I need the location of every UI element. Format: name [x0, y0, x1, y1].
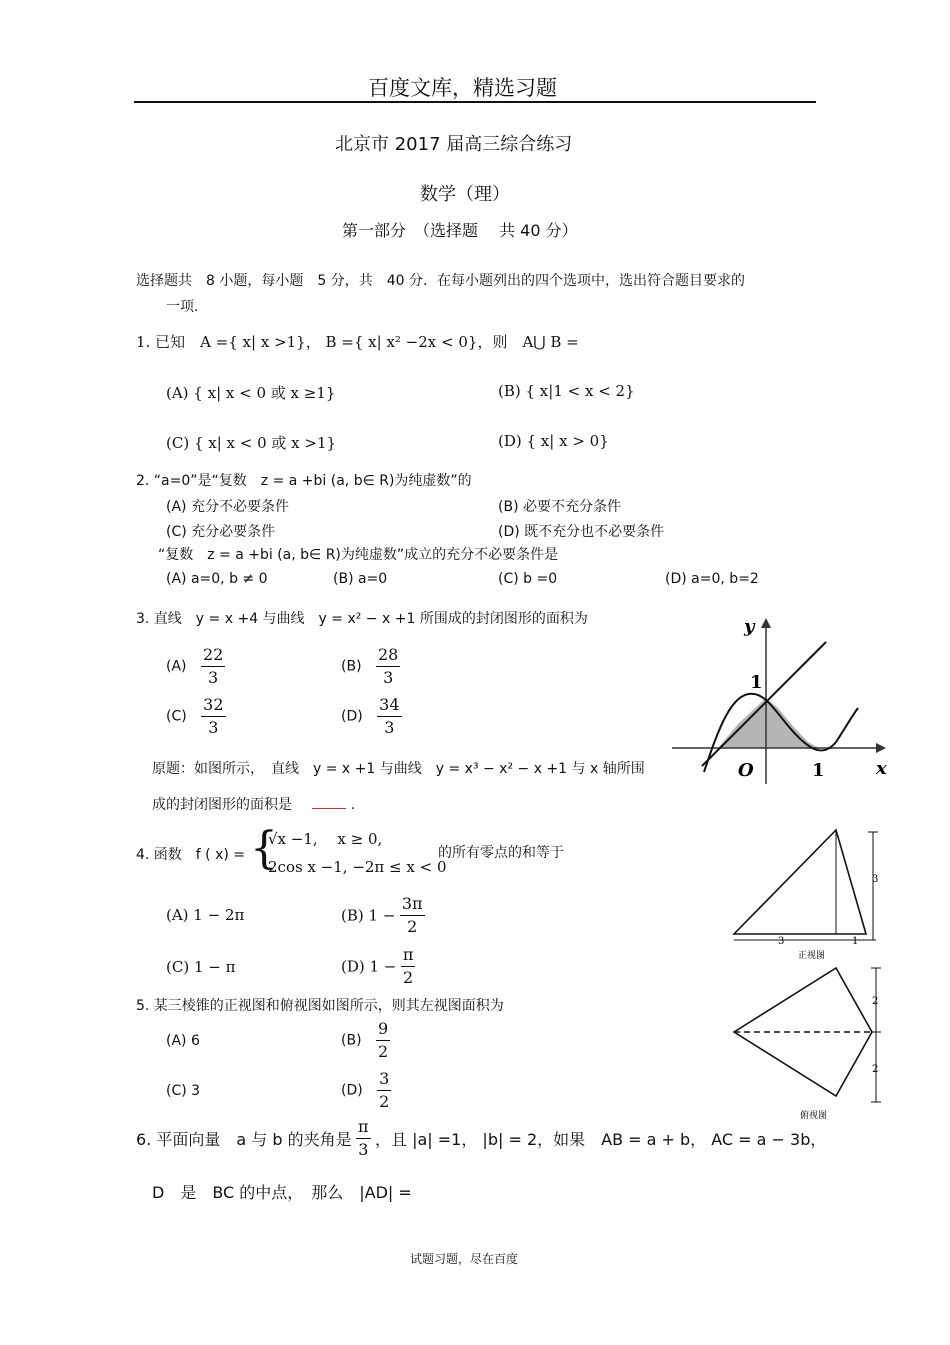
q6-line2: D 是 BC 的中点， 那么 |AD| =	[152, 1183, 412, 1202]
q5-option-d-fraction	[377, 1068, 391, 1113]
q4-prefix: 4. 函数 f ( x) =	[136, 847, 246, 863]
q3-option-b-label: (B)	[341, 658, 362, 675]
top-view-dim-lower: 2	[872, 1064, 879, 1075]
q2-extra: “复数 z = a +bi (a, b∈ R)为纯虚数”成立的充分不必要条件是	[158, 547, 559, 563]
q1-stem: 1. 已知 A ={ x| x >1}， B ={ x| x² −2x < 0}，则 A⋃ B =	[136, 333, 579, 351]
q3-b-num: 28	[376, 644, 400, 667]
instructions-line2: 一项.	[166, 299, 199, 315]
q5-option-a: (A) 6	[166, 1033, 200, 1049]
front-view-figure	[722, 822, 892, 964]
graph-x-one: 1	[812, 760, 825, 781]
instructions-line1: 选择题共 8 小题，每小题 5 分，共 40 分．在每小题列出的四个选项中，选出符合题目要求的	[136, 273, 745, 289]
q5-b-num: 9	[376, 1018, 390, 1041]
q1-option-a: (A) { x| x < 0 或 x ≥1}	[166, 384, 336, 402]
q3-option-b-fraction	[376, 644, 400, 689]
q2-option-c: (C) 充分必要条件	[166, 524, 276, 540]
q3-original-line2	[152, 794, 355, 814]
q2-stem: 2. “a=0”是“复数 z = a +bi (a, b∈ R)为纯虚数”的	[136, 473, 472, 489]
q3-d-num: 34	[377, 694, 401, 717]
area-graph-figure	[668, 612, 894, 788]
q5-b-den: 2	[377, 1042, 389, 1061]
q4-b-den: 2	[407, 917, 418, 936]
q6-text-b: ，且 |a| =1， |b| = 2，如果 AB = a + b， AC = a − 3b，	[375, 1130, 827, 1149]
q3-original-text: 成的封闭图形的面积是	[152, 797, 292, 813]
graph-origin: O	[738, 760, 754, 781]
q5-d-num: 3	[377, 1068, 391, 1091]
q3-option-c-fraction	[201, 694, 225, 739]
q3-option-a-fraction	[201, 644, 225, 689]
q6-angle-num: π	[356, 1116, 371, 1139]
q2-option-d: (D) 既不充分也不必要条件	[498, 524, 665, 540]
q4-option-d-label: (D) 1 −	[341, 957, 397, 976]
q6-line1	[136, 1116, 826, 1161]
doc-part: 第一部分 （选择题 共 40 分）	[342, 221, 578, 240]
q4-option-c: (C) 1 − π	[166, 958, 236, 976]
q4-case1: √x −1, x ≥ 0,	[268, 830, 383, 848]
q4-brace: {	[250, 823, 278, 874]
q4-option-b-fraction	[400, 893, 425, 938]
q3-option-d	[341, 694, 402, 739]
header-rule	[134, 101, 816, 103]
q3-d-den: 3	[384, 718, 395, 737]
doc-title: 北京市 2017 届高三综合练习	[335, 134, 573, 155]
graph-x-label: x	[876, 758, 887, 779]
q3-original-line1: 原题：如图所示， 直线 y = x +1 与曲线 y = x³ − x² − x +1 与 x 轴所围	[152, 761, 645, 777]
top-view-dim-upper: 2	[872, 996, 879, 1007]
q4-option-d	[341, 944, 415, 989]
q4-d-den: 2	[403, 968, 414, 987]
q3-stem: 3. 直线 y = x +4 与曲线 y = x² − x +1 所围成的封闭图形的面积为	[136, 611, 588, 627]
q6-angle-fraction	[356, 1116, 371, 1161]
q5-option-c: (C) 3	[166, 1083, 201, 1099]
graph-y-one: 1	[750, 672, 763, 693]
header-title: 百度文库，精选习题	[368, 76, 557, 100]
q3-a-num: 22	[201, 644, 225, 667]
q5-option-d-label: (D)	[341, 1082, 363, 1099]
q2-extra-d: (D) a=0, b=2	[665, 571, 759, 587]
q3-c-den: 3	[208, 718, 219, 737]
q1-option-d: (D) { x| x > 0}	[498, 432, 609, 450]
q2-option-a: (A) 充分不必要条件	[166, 499, 289, 515]
front-view-triangle	[734, 830, 866, 934]
q3-option-d-fraction	[377, 694, 401, 739]
q4-d-num: π	[401, 944, 416, 967]
front-view-caption: 正视图	[798, 951, 826, 961]
q3-c-num: 32	[201, 694, 225, 717]
q3-option-d-label: (D)	[341, 708, 363, 725]
q4-option-b	[341, 893, 425, 938]
q3-option-c	[166, 694, 226, 739]
q5-option-d	[341, 1068, 391, 1113]
answer-blank	[312, 796, 346, 809]
front-view-dim-right: 1	[852, 936, 859, 947]
q3-option-b	[341, 644, 400, 689]
top-view-caption: 俯视图	[800, 1111, 828, 1121]
q4-suffix: 的所有零点的和等于	[438, 845, 564, 861]
q5-option-b-label: (B)	[341, 1032, 362, 1049]
footer-text: 试题习题，尽在百度	[410, 1252, 519, 1266]
q1-option-c: (C) { x| x < 0 或 x >1}	[166, 434, 337, 452]
q5-option-b	[341, 1018, 390, 1063]
q3-b-den: 3	[383, 668, 394, 687]
front-view-dim-height: 3	[872, 874, 879, 885]
q2-option-b: (B) 必要不充分条件	[498, 499, 621, 515]
q3-option-c-label: (C)	[166, 708, 187, 725]
q4-option-d-fraction	[401, 944, 416, 989]
q2-extra-a: (A) a=0, b ≠ 0	[166, 571, 268, 587]
front-view-dim-left: 3	[778, 936, 785, 947]
top-view-figure	[722, 962, 892, 1122]
q1-option-b: (B) { x|1 < x < 2}	[498, 382, 635, 400]
q5-stem: 5. 某三棱锥的正视图和俯视图如图所示，则其左视图面积为	[136, 998, 504, 1014]
q2-extra-c: (C) b =0	[498, 571, 558, 587]
q3-option-a-label: (A)	[166, 658, 187, 675]
y-axis-arrow	[761, 618, 771, 628]
q5-d-den: 2	[379, 1092, 390, 1111]
q2-extra-b: (B) a=0	[333, 571, 388, 587]
q5-option-b-fraction	[376, 1018, 390, 1063]
q4-option-b-label: (B) 1 −	[341, 906, 396, 925]
graph-y-label: y	[744, 616, 755, 637]
q3-original-end: .	[350, 797, 356, 813]
q4-case2: 2cos x −1, −2π ≤ x < 0	[268, 858, 447, 876]
q4-b-num: 3π	[400, 893, 425, 916]
q4-option-a: (A) 1 − 2π	[166, 906, 245, 924]
x-axis-arrow	[876, 743, 886, 753]
doc-subject: 数学（理）	[420, 184, 510, 205]
q3-option-a	[166, 644, 225, 689]
q6-angle-den: 3	[358, 1140, 369, 1159]
q6-text-a: 6. 平面向量 a 与 b 的夹角是	[136, 1130, 352, 1149]
q3-a-den: 3	[208, 668, 219, 687]
